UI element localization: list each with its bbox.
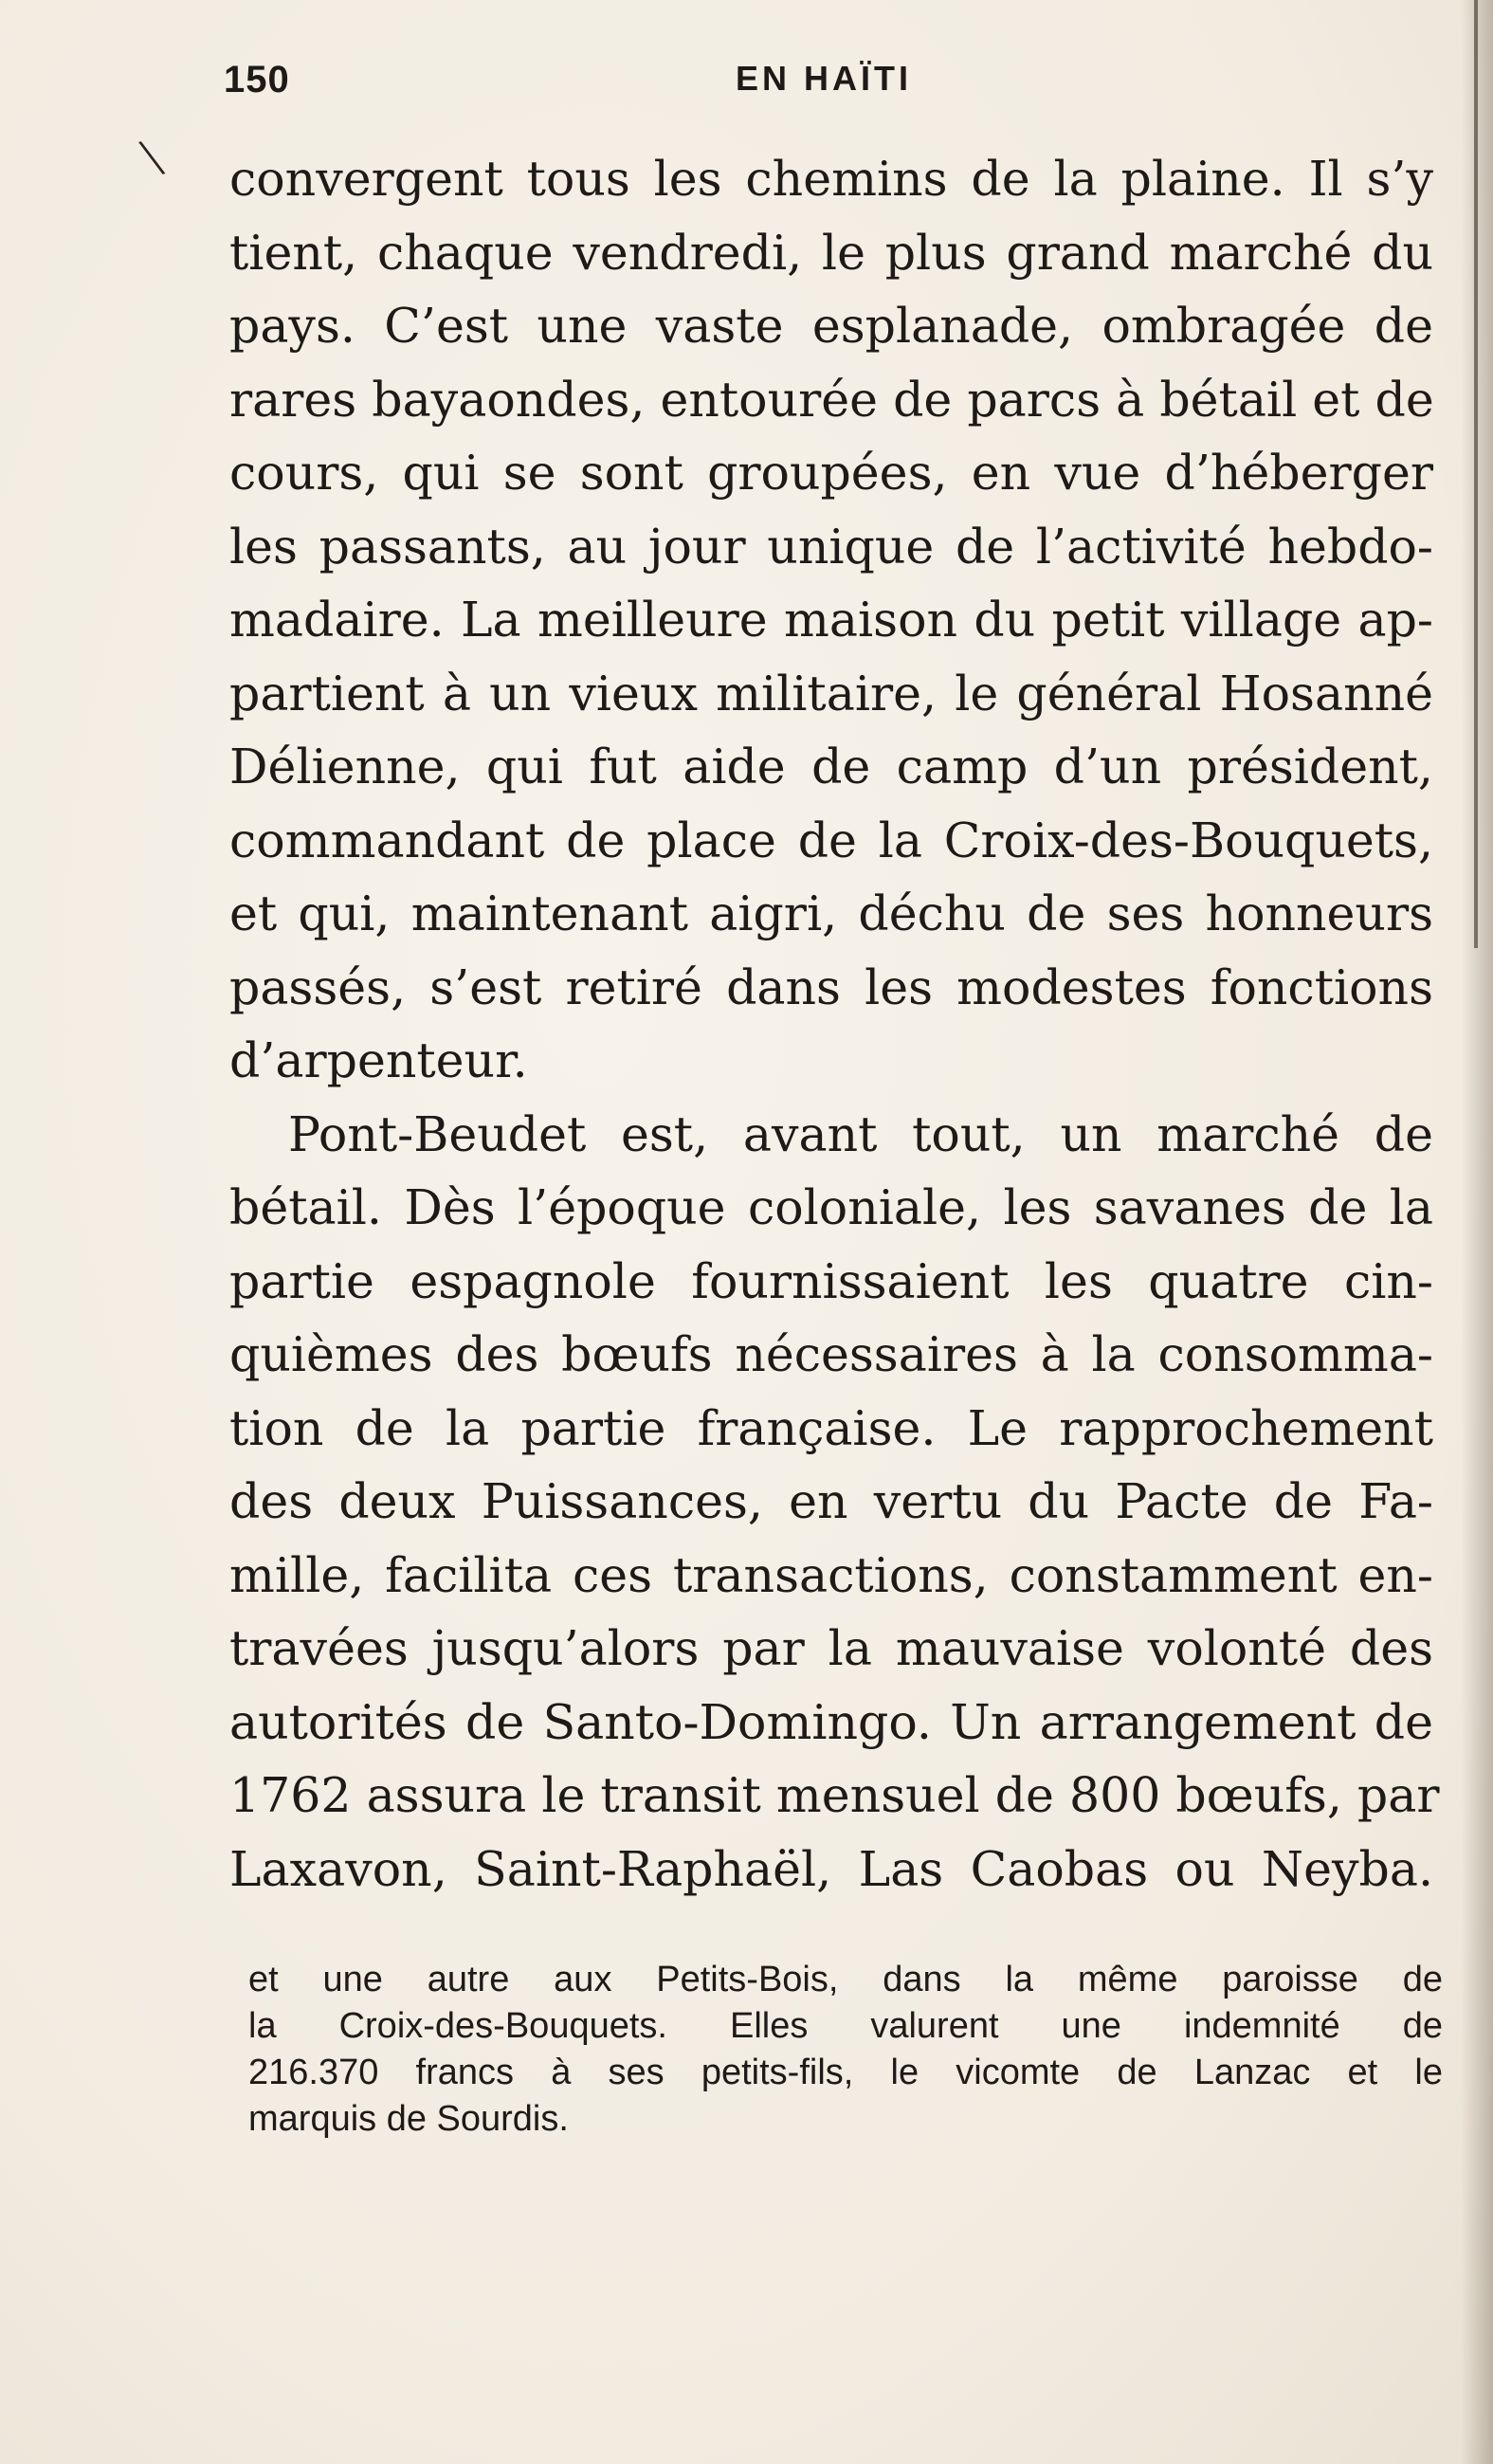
body-text: [229, 142, 1440, 1906]
page-number: 150: [224, 59, 290, 100]
binding-edge: [1474, 0, 1478, 948]
body-line: les passants, au jour unique de l’activité hebdo-: [229, 518, 1433, 575]
body-line: tion de la partie française. Le rapprochement: [229, 1399, 1433, 1456]
body-line: Laxavon, Saint-Raphaël, Las Caobas ou Neyba.: [229, 1840, 1433, 1897]
body-line: rares bayaondes, entourée de parcs à bétail et de: [229, 371, 1434, 428]
running-head: EN HAÏTI: [736, 59, 913, 98]
body-line: mille, facilita ces transactions, constamment en-: [229, 1546, 1433, 1603]
body-line: partient à un vieux militaire, le général Hosanné: [229, 665, 1433, 721]
body-line: madaire. La meilleure maison du petit village ap-: [229, 592, 1433, 648]
page-header: [224, 55, 1447, 108]
footnote-line: 216.370 francs à ses petits-fils, le vicomte de Lanzac et le: [248, 2053, 1443, 2092]
footnote-block: [248, 1957, 1443, 2143]
body-line: commandant de place de la Croix-des-Bouquets,: [229, 812, 1433, 868]
body-line: passés, s’est retiré dans les modestes fonctions: [229, 958, 1433, 1015]
paragraph-start-line: Pont-Beudet est, avant tout, un marché de: [288, 1105, 1433, 1162]
footnote-line: marquis de Sourdis.: [248, 2099, 569, 2139]
footnote-line: la Croix-des-Bouquets. Elles valurent une indemnité de: [248, 2006, 1443, 2046]
body-line: bétail. Dès l’époque coloniale, les savanes de la: [229, 1179, 1433, 1235]
body-line: cours, qui se sont groupées, en vue d’héberger: [229, 445, 1433, 501]
body-line: et qui, maintenant aigri, déchu de ses honneurs: [229, 885, 1433, 941]
body-line: convergent tous les chemins de la plaine. Il s’y: [229, 151, 1433, 207]
body-line: Délienne, qui fut aide de camp d’un président,: [229, 739, 1433, 794]
footnote-line: et une autre aux Petits-Bois, dans la même paroisse de: [248, 1960, 1443, 1999]
body-line: partie espagnole fournissaient les quatre cin-: [229, 1252, 1433, 1309]
body-line: 1762 assura le transit mensuel de 800 bœufs, par: [229, 1767, 1440, 1823]
body-line: autorités de Santo-Domingo. Un arrangement de: [229, 1693, 1433, 1750]
margin-pencil-mark: \: [135, 125, 170, 190]
body-line: travées jusqu’alors par la mauvaise volonté des: [229, 1620, 1433, 1676]
body-line: d’arpenteur.: [229, 1032, 528, 1088]
body-line: des deux Puissances, en vertu du Pacte de Fa-: [229, 1473, 1433, 1529]
body-line: pays. C’est une vaste esplanade, ombragée de: [229, 298, 1433, 354]
body-line: tient, chaque vendredi, le plus grand marché du: [229, 224, 1433, 281]
body-line: quièmes des bœufs nécessaires à la consomma-: [229, 1326, 1433, 1382]
